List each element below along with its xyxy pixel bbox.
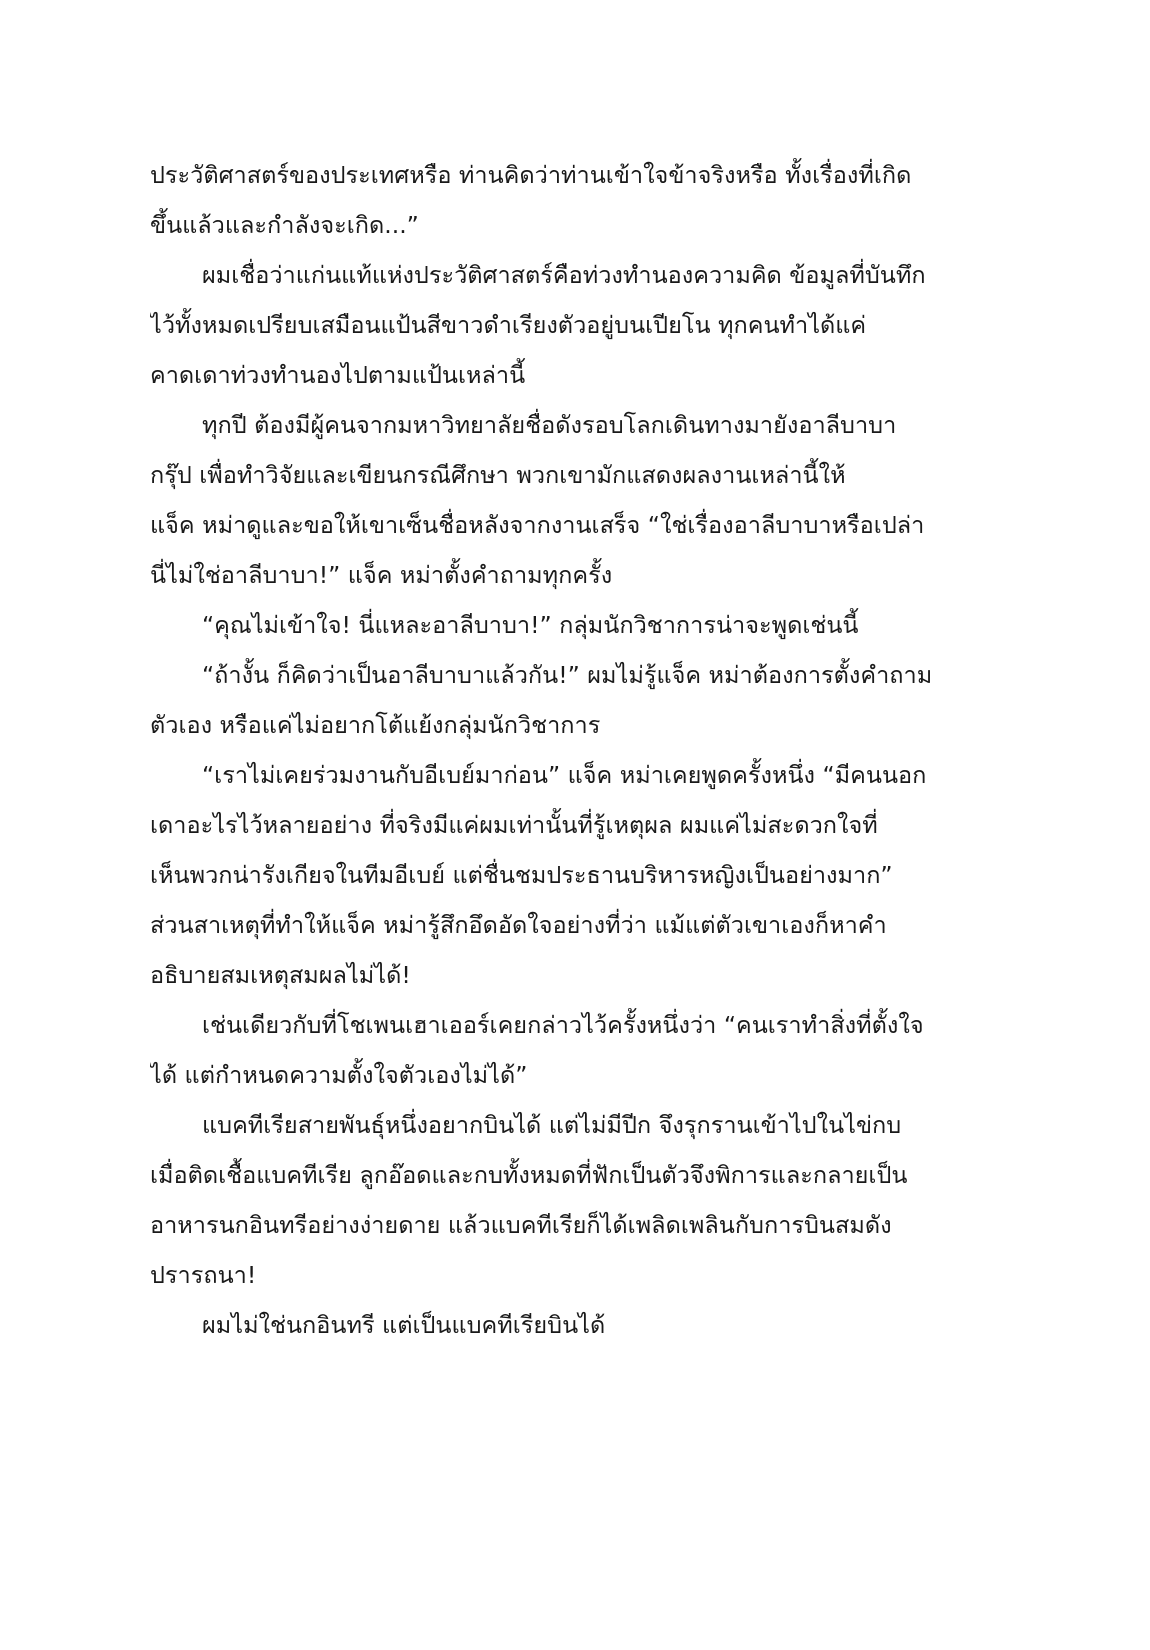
text-line: ผมเชื่อว่าแก่นแท้แห่งประวัติศาสตร์คือท่วงทำนองความคิด ข้อมูลที่บันทึก [202, 261, 926, 289]
body-text [150, 150, 1020, 1350]
text-line: ขึ้นแล้วและกำลังจะเกิด...” [150, 211, 419, 239]
text-line: เห็นพวกน่ารังเกียจในทีมอีเบย์ แต่ชื่นชมประธานบริหารหญิงเป็นอย่างมาก” [150, 861, 893, 889]
text-line: อาหารนกอินทรีอย่างง่ายดาย แล้วแบคทีเรียก็ได้เพลิดเพลินกับการบินสมดัง [150, 1211, 892, 1239]
text-line: เมื่อติดเชื้อแบคทีเรีย ลูกอ๊อดและกบทั้งหมดที่ฟักเป็นตัวจึงพิการและกลายเป็น [150, 1161, 908, 1189]
text-line: ประวัติศาสตร์ของประเทศหรือ ท่านคิดว่าท่านเข้าใจข้าจริงหรือ ทั้งเรื่องที่เกิด [150, 161, 912, 189]
text-line: ไว้ทั้งหมดเปรียบเสมือนแป้นสีขาวดำเรียงตัวอยู่บนเปียโน ทุกคนทำได้แค่ [150, 311, 867, 339]
text-line: นี่ไม่ใช่อาลีบาบา!” แจ็ค หม่าตั้งคำถามทุกครั้ง [150, 561, 613, 589]
text-line: แบคทีเรียสายพันธุ์หนึ่งอยากบินได้ แต่ไม่มีปีก จึงรุกรานเข้าไปในไข่กบ [202, 1111, 902, 1139]
text-line: เดาอะไรไว้หลายอย่าง ที่จริงมีแค่ผมเท่านั้นที่รู้เหตุผล ผมแค่ไม่สะดวกใจที่ [150, 811, 878, 839]
text-line: “เราไม่เคยร่วมงานกับอีเบย์มาก่อน” แจ็ค หม่าเคยพูดครั้งหนึ่ง “มีคนนอก [202, 761, 927, 789]
text-line: ได้ แต่กำหนดความตั้งใจตัวเองไม่ได้” [150, 1061, 528, 1089]
text-line: อธิบายสมเหตุสมผลไม่ได้! [150, 961, 411, 989]
text-line: “คุณไม่เข้าใจ! นี่แหละอาลีบาบา!” กลุ่มนักวิชาการน่าจะพูดเช่นนี้ [202, 611, 859, 639]
text-line: ผมไม่ใช่นกอินทรี แต่เป็นแบคทีเรียบินได้ [202, 1311, 606, 1339]
text-line: ตัวเอง หรือแค่ไม่อยากโต้แย้งกลุ่มนักวิชาการ [150, 711, 601, 739]
text-line: “ถ้างั้น ก็คิดว่าเป็นอาลีบาบาแล้วกัน!” ผมไม่รู้แจ็ค หม่าต้องการตั้งคำถาม [202, 661, 933, 689]
text-line: เช่นเดียวกับที่โชเพนเฮาเออร์เคยกล่าวไว้ครั้งหนึ่งว่า “คนเราทำสิ่งที่ตั้งใจ [202, 1011, 924, 1039]
text-line: คาดเดาท่วงทำนองไปตามแป้นเหล่านี้ [150, 361, 526, 389]
text-line: ส่วนสาเหตุที่ทำให้แจ็ค หม่ารู้สึกอึดอัดใจอย่างที่ว่า แม้แต่ตัวเขาเองก็หาคำ [150, 911, 887, 939]
text-line: ปรารถนา! [150, 1261, 257, 1289]
text-line: แจ็ค หม่าดูและขอให้เขาเซ็นชื่อหลังจากงานเสร็จ “ใช่เรื่องอาลีบาบาหรือเปล่า [150, 511, 925, 539]
text-line: ทุกปี ต้องมีผู้คนจากมหาวิทยาลัยชื่อดังรอบโลกเดินทางมายังอาลีบาบา [202, 411, 897, 439]
text-line: กรุ๊ป เพื่อทำวิจัยและเขียนกรณีศึกษา พวกเขามักแสดงผลงานเหล่านี้ให้ [150, 461, 846, 489]
